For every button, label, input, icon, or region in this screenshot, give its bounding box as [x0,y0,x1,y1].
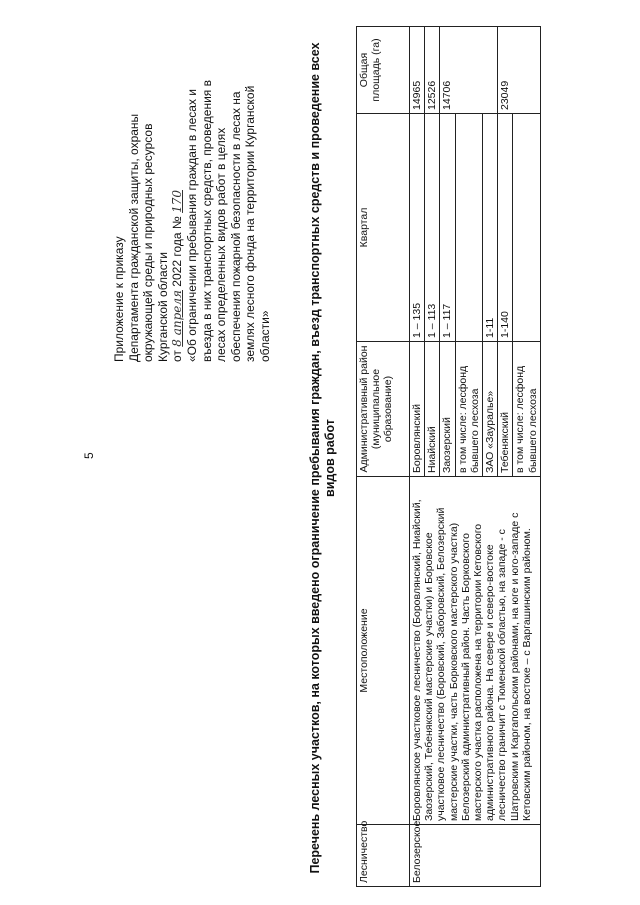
order-title-line: обеспечения пожарной безопасности в лесах на [228,91,243,362]
quarter-cell: 1 – 135 [410,114,425,342]
appendix-line: окружающей среды и природных ресурсов [141,123,156,362]
district-cell: в том числе: лесфонд бывшего лесхоза [513,342,540,477]
area-cell: 23049 [498,27,541,114]
header-location: Местоположение [357,477,410,825]
quarter-cell: 1-11 [483,114,498,342]
order-title-line: «Об ограничении пребывания граждан в лесах и [184,88,199,362]
appendix-line: Приложение к приказу [112,236,126,362]
district-cell: Ниайский [425,342,440,477]
quarter-cell: 1 – 117 [440,114,455,342]
order-date-line [170,32,185,362]
area-cell: 14706 [440,27,498,114]
order-title-line: области» [257,310,272,362]
forestry-cell: Белозерское [410,825,541,887]
order-title-line: лесах определенных видов работ в целях [214,127,229,362]
page-number: 5 [82,452,96,459]
order-title-line: землях лесного фонда на территории Курганской [243,85,258,362]
appendix-line: Курганской области [155,252,170,362]
district-cell: в том числе: лесфонд бывшего лесхоза [455,342,482,477]
date-year: 2022 года № [170,216,185,287]
district-cell: Боровлянский [410,342,425,477]
quarter-cell [513,114,540,342]
quarter-cell: 1 – 113 [425,114,440,342]
forest-plots-table [356,26,541,887]
district-cell: Заозерский [440,342,455,477]
district-cell: ЗАО «Зауралье» [483,342,498,477]
header-area: Общая площадь (га) [357,27,410,114]
table-header-row [357,27,410,887]
quarter-cell: 1-140 [498,114,513,342]
order-title-line: въезда в них транспортных средств, проведения в [199,80,214,362]
handwritten-date: 8 апреля [170,290,185,347]
quarter-cell [455,114,482,342]
date-prefix: от [170,350,185,362]
appendix-header [112,32,273,362]
area-cell: 12526 [425,27,440,114]
document-title: Перечень лесных участков, на которых введено ограничение пребывания граждан, въезд транспортных средств и проведение всех видов работ [308,42,337,874]
header-forestry: Лесничество [357,825,410,887]
appendix-line: Департамента гражданской защиты, охраны [126,113,141,362]
table-row [410,27,425,887]
handwritten-order-number: 170 [170,190,185,213]
location-cell: Боровлянское участковое лесничество (Боровлянский, Ниайский, Заозерский, Тебенякский мастерские участки) и Боровское участковое лесничество (Боровский, Заборовский, Белозерский мастерские участки, часть Борковского мастерского участка) Белозерский административный район. Часть Борковского мастерского участка расположена на территории Кетовского административного района. На севере и северо-востоке лесничество граничит с Тюменской областью, на западе - с Шатровским и Каргапольским районами, на юге и юго-западе с Кетовским районом, на востоке – с Варгашинским районом. [410,477,541,825]
header-quarter: Квартал [357,114,410,342]
header-district: Административный район (муниципальное образование) [357,342,410,477]
district-cell: Тебенякский [498,342,513,477]
area-cell: 14965 [410,27,425,114]
